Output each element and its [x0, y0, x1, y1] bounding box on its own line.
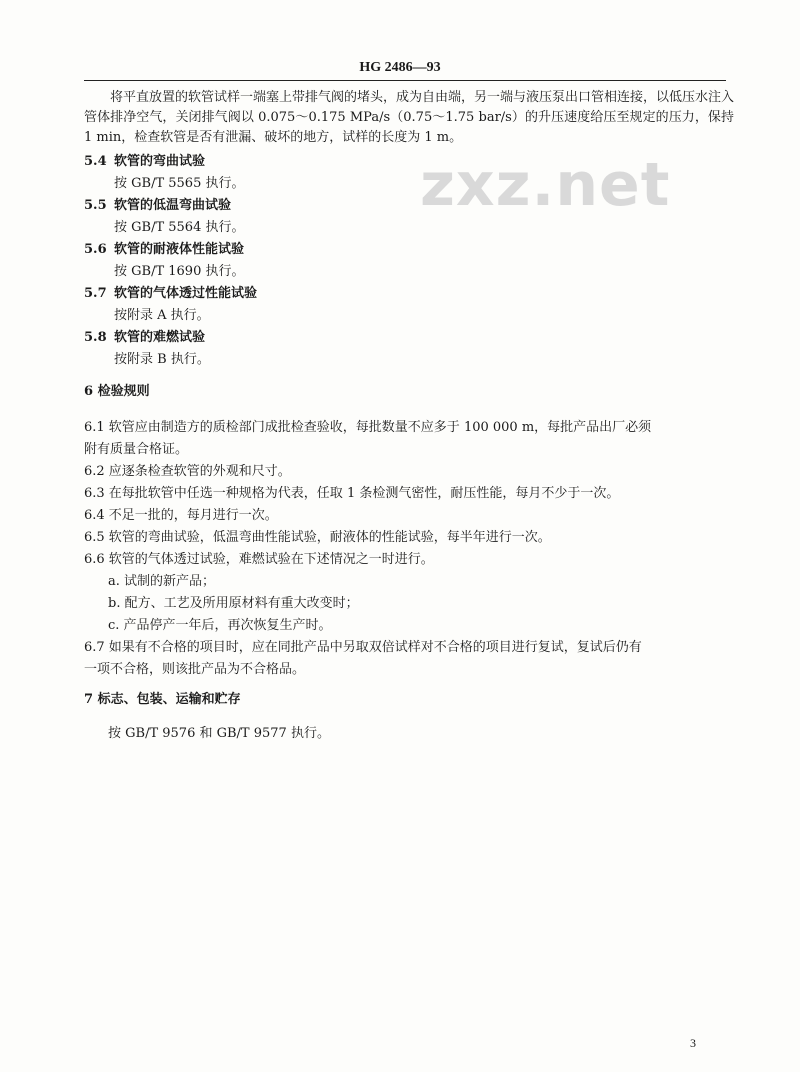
- section-6-6-item-b: b. 配方、工艺及所用原材料有重大改变时；: [108, 596, 359, 611]
- intro-paragraph: 将平直放置的软管试样一端塞上带排气阀的堵头，成为自由端，另一端与液压泵出口管相连接，以低压水注入管体排净空气，关闭排气阀以 0.075～0.175 MPa/s（0.75～1.75 bar/s）的升压速度给压至规定的压力，保持 1 min，检查软管是否有泄漏、破坏的地方，试样的长度为 1 m。: [84, 90, 735, 145]
- section-6-1-line2: 附有质量合格证。: [84, 442, 189, 457]
- section-6-6-item-a: a. 试制的新产品；: [108, 574, 216, 589]
- section-5-5-title: [84, 196, 231, 216]
- section-number: 5.8: [84, 330, 107, 345]
- section-5-4-title: [84, 152, 205, 172]
- section-6-6: 6.6 软管的气体透过试验，难燃试验在下述情况之一时进行。: [84, 552, 434, 567]
- section-6-7-line2: 一项不合格，则该批产品为不合格品。: [84, 662, 306, 677]
- section-6-4: 6.4 不足一批的，每月进行一次。: [84, 508, 278, 523]
- section-6-6-item-c: c. 产品停产一年后，再次恢复生产时。: [108, 618, 332, 633]
- section-7-body: 按 GB/T 9576 和 GB/T 9577 执行。: [108, 726, 330, 741]
- section-5-8-title: [84, 328, 205, 348]
- section-5-4-body: 按 GB/T 5565 执行。: [114, 176, 245, 191]
- section-number: 5.7: [84, 286, 107, 301]
- page-number: 3: [690, 1036, 696, 1050]
- section-5-6-body: 按 GB/T 1690 执行。: [114, 264, 245, 279]
- section-6-heading: 6 检验规则: [84, 384, 150, 399]
- section-6-7-line1: 6.7 如果有不合格的项目时，应在同批产品中另取双倍试样对不合格的项目进行复试，复试后仍有: [84, 640, 642, 655]
- section-number: 5.4: [84, 154, 107, 169]
- page-header: HG 2486—93: [359, 60, 441, 75]
- section-title: 软管的气体透过性能试验: [114, 286, 258, 301]
- section-5-7-title: [84, 284, 257, 304]
- section-number: 5.5: [84, 198, 107, 213]
- section-6-3: 6.3 在每批软管中任选一种规格为代表，任取 1 条检测气密性，耐压性能，每月不少于一次。: [84, 486, 620, 501]
- section-title: 软管的弯曲试验: [114, 154, 206, 169]
- watermark: zxz.net: [420, 150, 671, 220]
- section-5-5-body: 按 GB/T 5564 执行。: [114, 220, 245, 235]
- section-6-5: 6.5 软管的弯曲试验，低温弯曲性能试验，耐液体的性能试验，每半年进行一次。: [84, 530, 551, 545]
- section-5-6-title: [84, 240, 244, 260]
- section-6-2: 6.2 应逐条检查软管的外观和尺寸。: [84, 464, 291, 479]
- section-5-8-body: 按附录 B 执行。: [114, 352, 210, 367]
- header-rule: [84, 80, 726, 81]
- section-title: 软管的难燃试验: [114, 330, 206, 345]
- section-title: 软管的低温弯曲试验: [114, 198, 232, 213]
- section-6-1-line1: 6.1 软管应由制造方的质检部门成批检查验收，每批数量不应多于 100 000 m，每批产品出厂必须: [84, 420, 652, 435]
- section-5-7-body: 按附录 A 执行。: [114, 308, 210, 323]
- section-7-heading: 7 标志、包装、运输和贮存: [84, 692, 241, 707]
- section-title: 软管的耐液体性能试验: [114, 242, 245, 257]
- section-number: 5.6: [84, 242, 107, 257]
